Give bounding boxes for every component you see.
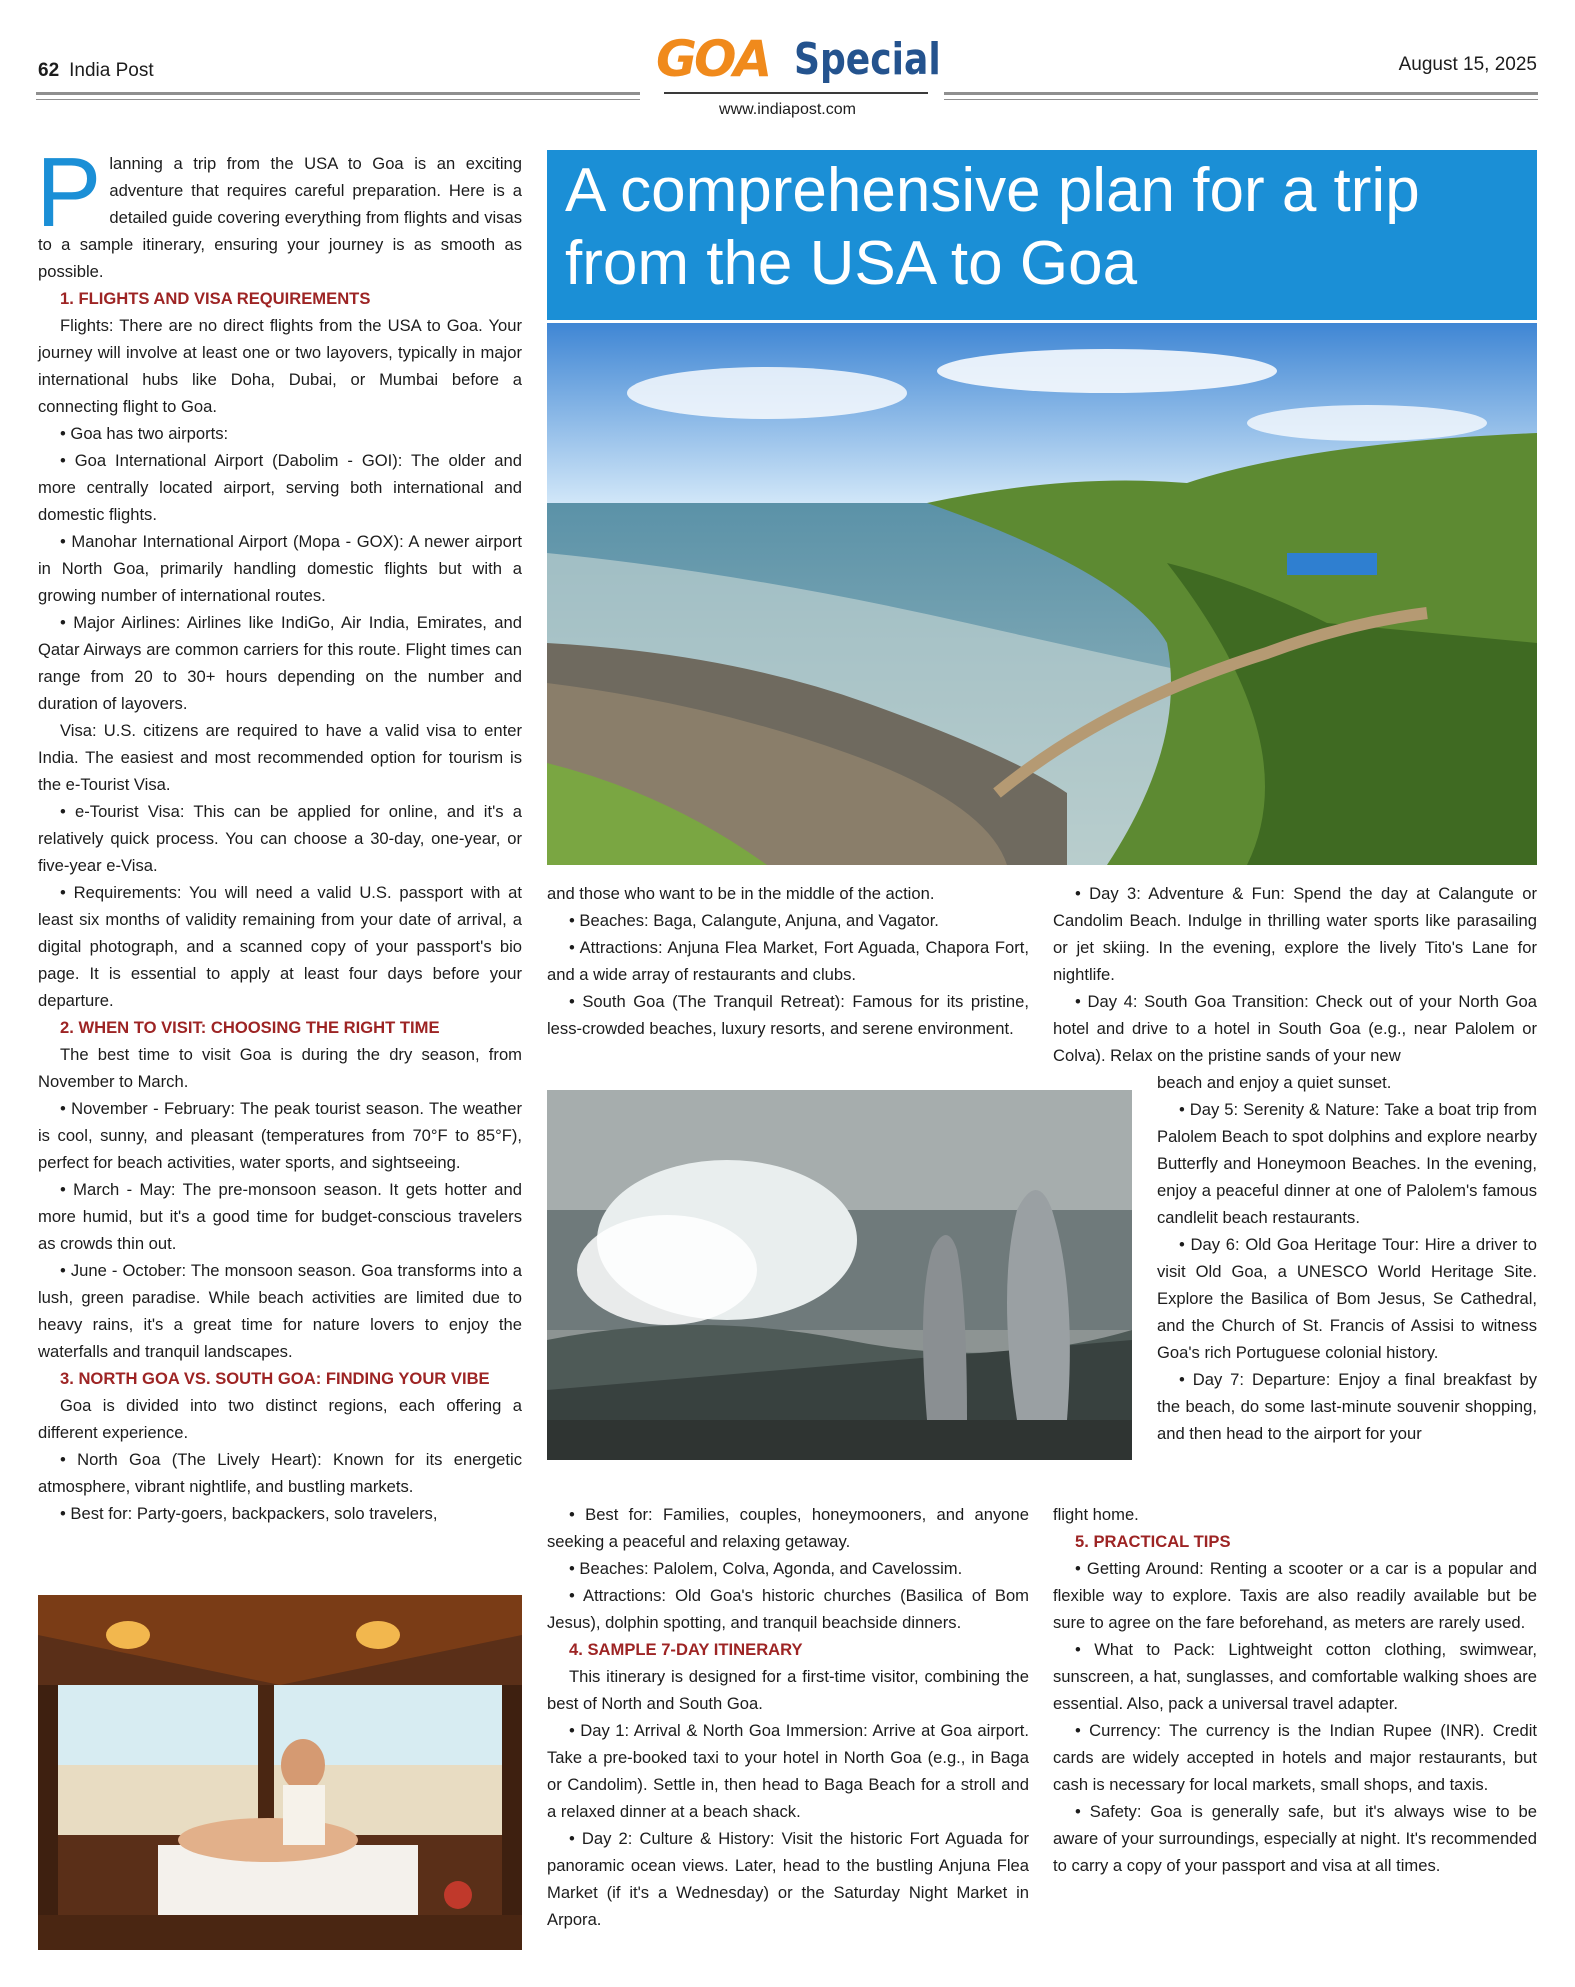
paragraph: • Day 3: Adventure & Fun: Spend the day at Calangute or Candolim Beach. Indulge in thrilling water sports like parasailing or jet skiing. In the evening, explore the lively Tito's Lane for nightlife. <box>1053 884 1537 984</box>
paragraph: flight home. <box>1053 1505 1139 1524</box>
paragraph: • South Goa (The Tranquil Retreat): Famous for its pristine, less-crowded beaches, luxury resorts, and serene environment. <box>547 992 1029 1038</box>
paragraph: • November - February: The peak tourist season. The weather is cool, sunny, and pleasant (temperatures from 70°F to 85°F), perfect for beach activities, water sports, and sightseeing. <box>38 1099 522 1172</box>
spa-massage-photo <box>38 1595 522 1950</box>
paragraph: • Manohar International Airport (Mopa - GOX): A newer airport in North Goa, primarily handling domestic flights but with a growing number of international routes. <box>38 532 522 605</box>
column-2-upper <box>547 880 1029 1042</box>
paragraph: • Getting Around: Renting a scooter or a car is a popular and flexible way to explore. Taxis are also readily available but be sure to agree on the fare beforehand, as meters are rarely used. <box>1053 1559 1537 1632</box>
paragraph: beach and enjoy a quiet sunset. <box>1157 1073 1392 1092</box>
paragraph: • Safety: Goa is generally safe, but it's always wise to be aware of your surroundings, especially at night. It's recommended to carry a copy of your passport and visa at all times. <box>1053 1802 1537 1875</box>
page-number: 62 India Post <box>38 60 154 81</box>
headline-banner <box>547 150 1537 320</box>
drop-cap: P <box>36 137 102 247</box>
paragraph: • Day 7: Departure: Enjoy a final breakfast by the beach, do some last-minute souvenir shopping, and then head to the airport for your <box>1157 1370 1537 1443</box>
paragraph: • e-Tourist Visa: This can be applied for online, and it's a relatively quick process. You can choose a 30-day, one-year, or five-year e-Visa. <box>38 802 522 875</box>
paragraph: • North Goa (The Lively Heart): Known for its energetic atmosphere, vibrant nightlife, and bustling markets. <box>38 1450 522 1496</box>
column-3-upper <box>1053 880 1537 1069</box>
issue-date: August 15, 2025 <box>1398 54 1537 75</box>
paragraph: • Attractions: Old Goa's historic churches (Basilica of Bom Jesus), dolphin spotting, and tranquil beachside dinners. <box>547 1586 1029 1632</box>
paragraph: • Beaches: Baga, Calangute, Anjuna, and Vagator. <box>569 911 939 930</box>
headline: A comprehensive plan for a trip from the USA to Goa <box>565 156 1420 299</box>
paragraph: • March - May: The pre-monsoon season. It gets hotter and more humid, but it's a good time for budget-conscious travelers as crowds thin out. <box>38 1180 522 1253</box>
paragraph: Visa: U.S. citizens are required to have a valid visa to enter India. The easiest and most recommended option for tourism is the e-Tourist Visa. <box>38 721 522 794</box>
goa-coastline-photo <box>547 323 1537 865</box>
paragraph: • Beaches: Palolem, Colva, Agonda, and Cavelossim. <box>569 1559 963 1578</box>
goa-logo: GOA <box>656 30 770 88</box>
paragraph: • Goa International Airport (Dabolim - GOI): The older and more centrally located airport, serving both international and domestic flights. <box>38 451 522 524</box>
section-2-heading: 2. WHEN TO VISIT: CHOOSING THE RIGHT TIME <box>60 1018 440 1037</box>
paragraph: Flights: There are no direct flights from the USA to Goa. Your journey will involve at least one or two layovers, typically in major international hubs like Doha, Dubai, or Mumbai before a connecting flight to Goa. <box>38 316 522 416</box>
intro-paragraph: Planning a trip from the USA to Goa is an exciting adventure that requires careful preparation. Here is a detailed guide covering everything from flights and visas to a sample itinerary, ensuring your journey is as smooth as possible. <box>36 137 522 281</box>
waves-statues-photo <box>547 1090 1132 1460</box>
paragraph: • Requirements: You will need a valid U.S. passport with at least six months of validity remaining from your date of arrival, a digital photograph, and a scanned copy of your passport's bio page. It is essential to apply at least four days before your departure. <box>38 883 522 1010</box>
column-2-lower <box>547 1501 1029 1933</box>
paragraph: • Attractions: Anjuna Flea Market, Fort Aguada, Chapora Fort, and a wide array of restaurants and clubs. <box>547 938 1029 984</box>
section-1-heading: 1. FLIGHTS AND VISA REQUIREMENTS <box>60 289 371 308</box>
paragraph: • Day 5: Serenity & Nature: Take a boat trip from Palolem Beach to spot dolphins and explore nearby Butterfly and Honeymoon Beaches. In the evening, enjoy a peaceful dinner at one of Palolem's famous candlelit beach restaurants. <box>1157 1100 1537 1227</box>
section-3-heading: 3. NORTH GOA VS. SOUTH GOA: FINDING YOUR VIBE <box>60 1369 490 1388</box>
special-label: Special <box>794 34 941 85</box>
paragraph: This itinerary is designed for a first-time visitor, combining the best of North and South Goa. <box>547 1667 1029 1713</box>
paragraph: • Best for: Families, couples, honeymooners, and anyone seeking a peaceful and relaxing getaway. <box>547 1505 1029 1551</box>
section-4-heading: 4. SAMPLE 7-DAY ITINERARY <box>569 1640 803 1659</box>
paragraph: • Best for: Party-goers, backpackers, solo travelers, <box>60 1504 438 1523</box>
header-rule-left <box>36 92 640 95</box>
website-url: www.indiapost.com <box>719 101 856 118</box>
paragraph: • Major Airlines: Airlines like IndiGo, Air India, Emirates, and Qatar Airways are common carriers for this route. Flight times can range from 20 to 30+ hours depending on the number and duration of layovers. <box>38 613 522 713</box>
paragraph: • Day 1: Arrival & North Goa Immersion: Arrive at Goa airport. Take a pre-booked taxi to your hotel in North Goa (e.g., in Baga or Candolim). Settle in, then head to Baga Beach for a stroll and a relaxed dinner at a beach shack. <box>547 1721 1029 1821</box>
section-5-heading: 5. PRACTICAL TIPS <box>1075 1532 1231 1551</box>
paragraph: • Currency: The currency is the Indian Rupee (INR). Credit cards are widely accepted in hotels and major restaurants, but cash is necessary for local markets, small shops, and taxis. <box>1053 1721 1537 1794</box>
paragraph: and those who want to be in the middle of the action. <box>547 884 935 903</box>
logo-underline <box>664 92 928 94</box>
paragraph: • Day 6: Old Goa Heritage Tour: Hire a driver to visit Old Goa, a UNESCO World Heritage Site. Explore the Basilica of Bom Jesus, Se Cathedral, and the Church of St. Francis of Assisi to witness Goa's rich Portuguese colonial history. <box>1157 1235 1537 1362</box>
paragraph: • Day 4: South Goa Transition: Check out of your North Goa hotel and drive to a hotel in South Goa (e.g., near Palolem or Colva). Relax on the pristine sands of your new <box>1053 992 1537 1065</box>
paragraph: The best time to visit Goa is during the dry season, from November to March. <box>38 1045 522 1091</box>
publication-name: India Post <box>69 60 154 81</box>
section-logo <box>656 30 941 96</box>
paragraph: Goa is divided into two distinct regions, each offering a different experience. <box>38 1396 522 1442</box>
header-rule-right <box>944 92 1538 95</box>
column-1 <box>36 137 522 1527</box>
paragraph: • Goa has two airports: <box>60 424 229 443</box>
paragraph: • Day 2: Culture & History: Visit the historic Fort Aguada for panoramic ocean views. Later, head to the bustling Anjuna Flea Market (if it's a Wednesday) or the Saturday Night Market in Arpora. <box>547 1829 1029 1929</box>
column-3-lower <box>1053 1501 1537 1879</box>
paragraph: • June - October: The monsoon season. Goa transforms into a lush, green paradise. While beach activities are limited due to heavy rains, it's a great time for nature lovers to enjoy the waterfalls and tranquil landscapes. <box>38 1261 522 1361</box>
column-3-narrow <box>1157 1069 1537 1447</box>
paragraph: • What to Pack: Lightweight cotton clothing, swimwear, sunscreen, a hat, sunglasses, and comfortable walking shoes are essential. Also, pack a universal travel adapter. <box>1053 1640 1537 1713</box>
